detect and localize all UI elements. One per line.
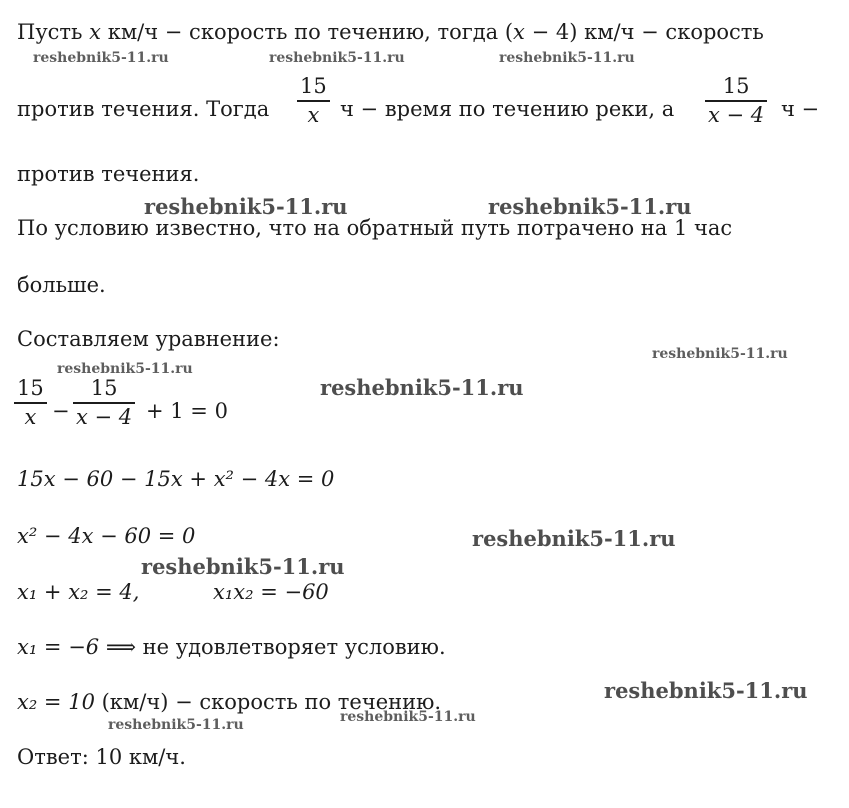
watermark: reshebnik5-11.ru — [108, 717, 244, 733]
text-line-2c: ч − — [781, 97, 820, 121]
watermark: reshebnik5-11.ru — [340, 709, 476, 725]
text-line-5: больше. — [17, 273, 106, 297]
text-line-1 — [17, 22, 764, 43]
fraction-15-over-x — [297, 76, 330, 126]
equation-fraction-1 — [14, 378, 47, 428]
fraction-denominator: x − 4 — [76, 404, 133, 429]
text-fragment: (км/ч) − скорость по течению. — [94, 690, 442, 714]
text-line-2b: ч − время по течению реки, а — [340, 97, 675, 121]
equation-2: 15x − 60 − 15x + x² − 4x = 0 — [17, 467, 335, 491]
watermark: reshebnik5-11.ru — [488, 194, 692, 219]
text-fragment: не удовлетворяет условию. — [135, 635, 446, 659]
text-line-4: По условию известно, что на обратный путь потрачено на 1 час — [17, 216, 733, 240]
equation-rest: + 1 = 0 — [146, 399, 228, 423]
watermark: reshebnik5-11.ru — [472, 526, 676, 551]
fraction-denominator: x − 4 — [708, 102, 765, 127]
fraction-numerator: 15 — [17, 376, 44, 400]
math-var: x — [513, 20, 525, 44]
watermark: reshebnik5-11.ru — [269, 50, 405, 66]
fraction-denominator: x — [24, 404, 37, 429]
text-fragment: Пусть — [17, 20, 90, 44]
fraction-numerator: 15 — [90, 376, 118, 400]
text-line-6: Составляем уравнение: — [17, 327, 280, 351]
watermark: reshebnik5-11.ru — [604, 678, 808, 703]
equation-3: x² − 4x − 60 = 0 — [17, 524, 196, 548]
math-expression: x₁ = −6 ⟹ — [17, 635, 136, 659]
answer-line: Ответ: 10 км/ч. — [17, 745, 186, 769]
fraction-15-over-x-minus-4 — [705, 76, 767, 126]
equation-4b: x₁x₂ = −60 — [213, 580, 329, 604]
text-fragment: − 4) км/ч − скорость — [524, 20, 764, 44]
watermark: reshebnik5-11.ru — [57, 361, 193, 377]
equation-4a: x₁ + x₂ = 4, — [17, 580, 140, 604]
watermark: reshebnik5-11.ru — [499, 50, 635, 66]
fraction-numerator: 15 — [300, 74, 327, 98]
watermark: reshebnik5-11.ru — [33, 50, 169, 66]
fraction-denominator: x — [307, 102, 320, 127]
watermark: reshebnik5-11.ru — [320, 375, 524, 400]
text-line-3: против течения. — [17, 162, 200, 186]
math-expression: x₂ = 10 — [17, 690, 95, 714]
math-var: x — [89, 20, 102, 44]
equation-fraction-2 — [73, 378, 135, 428]
text-line-2a: против течения. Тогда — [17, 97, 270, 121]
fraction-numerator: 15 — [722, 74, 750, 98]
equation-5 — [17, 637, 446, 658]
watermark: reshebnik5-11.ru — [652, 346, 788, 362]
watermark: reshebnik5-11.ru — [144, 194, 348, 219]
text-fragment: км/ч − скорость по течению, тогда ( — [101, 20, 514, 44]
equation-minus: − — [52, 399, 70, 423]
watermark: reshebnik5-11.ru — [141, 554, 345, 579]
